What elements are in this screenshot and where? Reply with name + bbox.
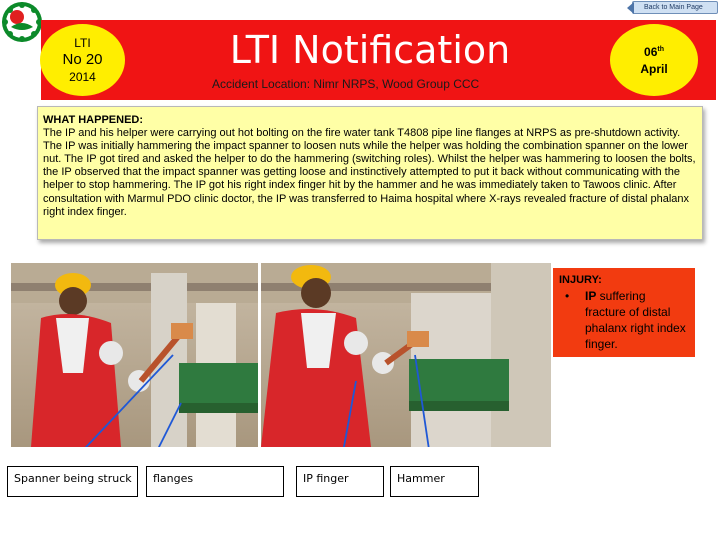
date-day-number: 06 — [644, 44, 658, 59]
injury-heading: INJURY: — [559, 274, 602, 286]
company-logo — [1, 1, 43, 43]
injury-description: suffering fracture of distal phalanx right index finger. — [585, 289, 686, 351]
what-happened-box — [37, 106, 703, 240]
date-day-suffix: th — [657, 45, 664, 53]
lti-number-badge — [40, 24, 125, 96]
page-title: LTI Notification — [229, 28, 511, 72]
back-to-main-page-button[interactable] — [632, 1, 718, 14]
injury-box — [553, 268, 695, 357]
what-happened-text: The IP and his helper were carrying out hot bolting on the fire water tank T4808 pipe line flanges at NRPS as pre-shutdown activity. The IP was initially hammering the impact spanner to loosen nuts while the helper was holding the combination spanner on the lower nut. The IP got tired and asked the helper to do the hammering (switching roles). Whilst the helper was hammering to loosen the bolts, the IP observed that the impact spanner was getting loose and instinctively attempted to put it back without communicating with the helper to stop hammering. The IP got his right index finger hit by the hammer and he was immediately taken to Tawoos clinic. After consultation with Marmul PDO clinic doctor, the IP was transferred to Haima hospital where X-rays revealed fracture of distal phalanx right index finger. — [43, 127, 696, 218]
injury-item — [559, 288, 689, 352]
caption-spanner: Spanner being struck — [7, 466, 138, 497]
back-arrow-icon — [627, 2, 634, 14]
injury-lead: IP — [585, 289, 597, 303]
date-badge — [610, 24, 698, 96]
badge-lti-year: 2014 — [69, 70, 96, 84]
badge-lti-number: No 20 — [62, 51, 103, 68]
bullet-icon: • — [565, 289, 570, 303]
injury-text — [585, 288, 689, 352]
badge-lti-label: LTI — [74, 36, 91, 50]
incident-photo — [11, 263, 551, 447]
date-month: April — [640, 61, 668, 76]
what-happened-heading: WHAT HAPPENED: — [43, 114, 144, 126]
accident-location: Accident Location: Nimr NRPS, Wood Group CCC — [212, 77, 480, 91]
caption-ip-finger: IP finger — [296, 466, 384, 497]
caption-flanges: flanges — [146, 466, 284, 497]
date-day — [644, 45, 664, 59]
back-button-label: Back to Main Page — [644, 4, 703, 11]
caption-hammer: Hammer — [390, 466, 479, 497]
